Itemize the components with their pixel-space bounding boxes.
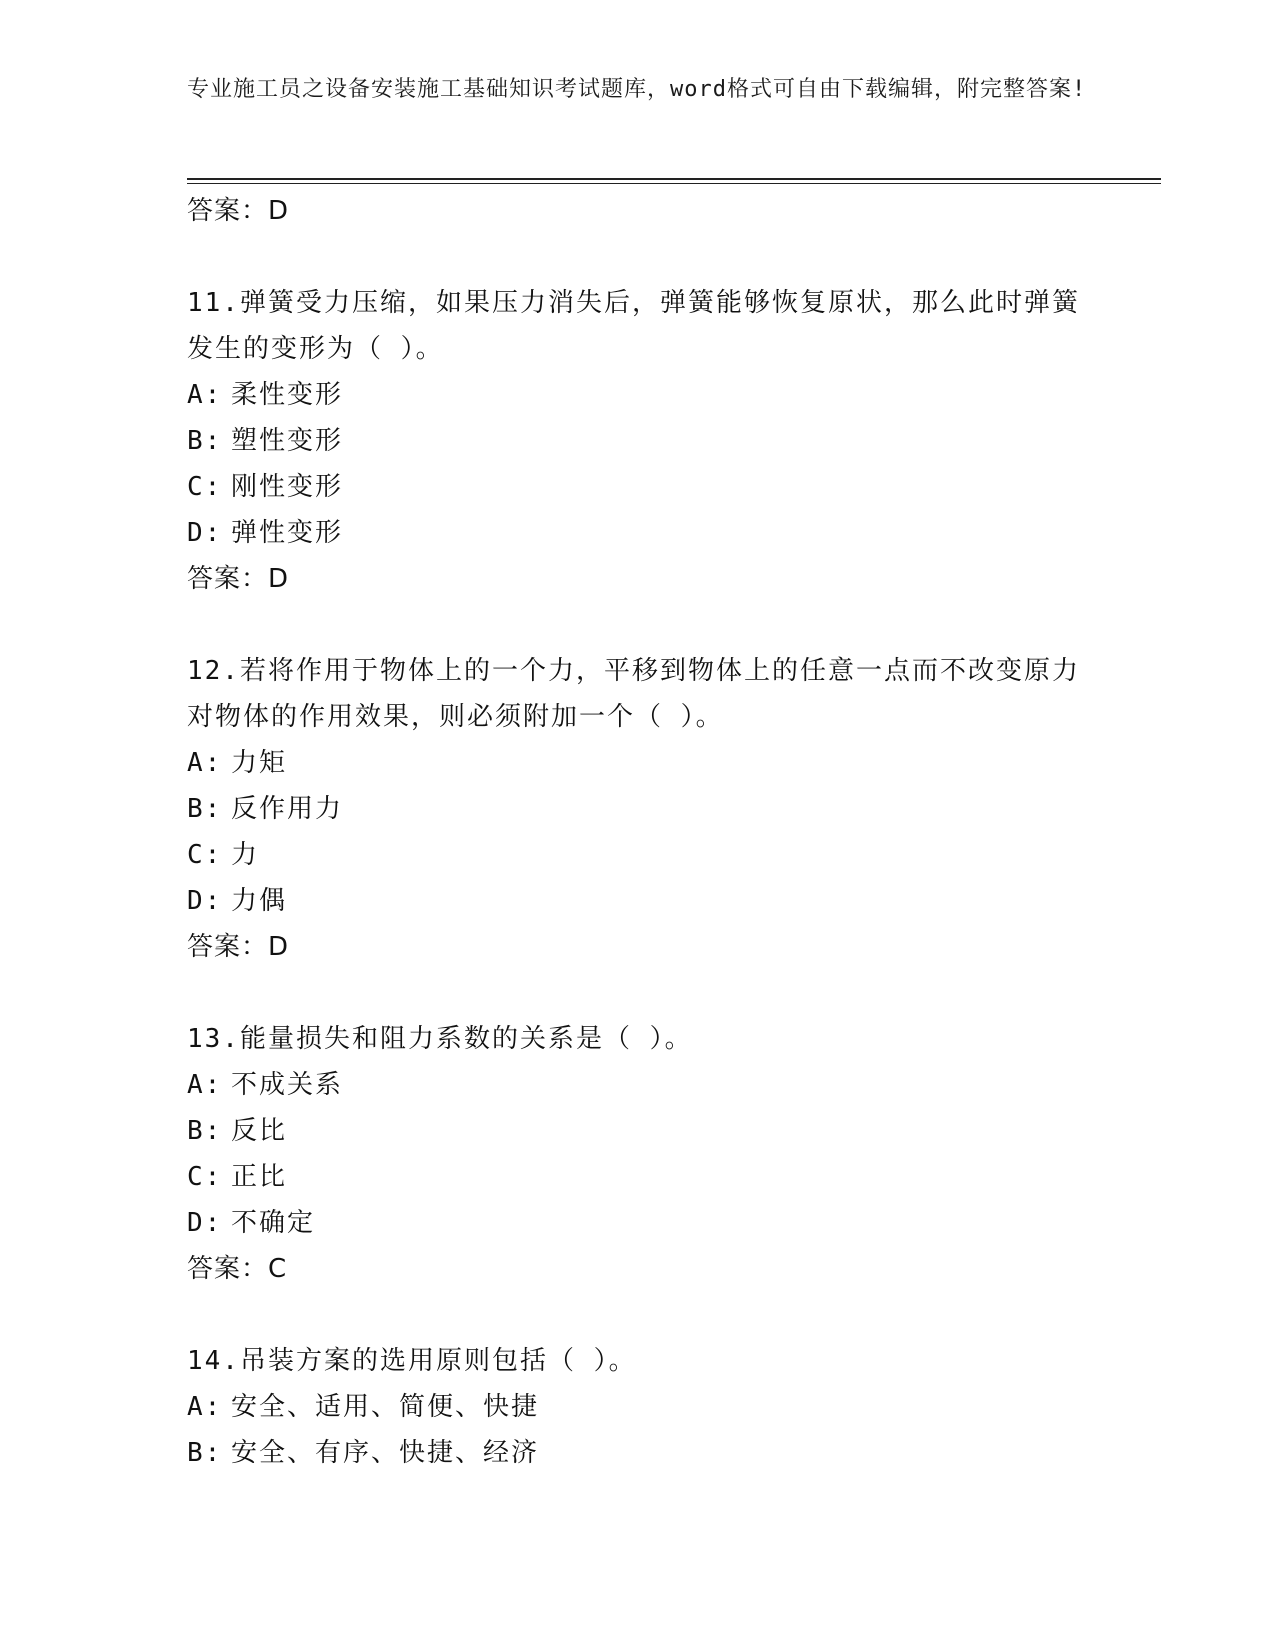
option-b <box>187 1108 1087 1154</box>
option-letter: A: <box>187 1392 223 1422</box>
answer-line: 答案：C <box>187 1254 288 1284</box>
option-text: 安全、有序、快捷、经济 <box>231 1438 540 1468</box>
option-c <box>187 1154 1087 1200</box>
option-letter: B: <box>187 794 223 824</box>
option-text: 力 <box>231 840 260 870</box>
option-text: 弹性变形 <box>231 518 344 548</box>
option-d <box>187 1200 1087 1246</box>
question-list <box>187 188 1087 1522</box>
option-text: 正比 <box>231 1162 288 1192</box>
option-text: 反比 <box>231 1116 288 1146</box>
option-a <box>187 1384 1087 1430</box>
option-b <box>187 786 1087 832</box>
option-letter: C: <box>187 1162 223 1192</box>
answer-line: 答案：D <box>187 564 290 594</box>
option-text: 刚性变形 <box>231 472 344 502</box>
header-divider-thick <box>187 178 1161 180</box>
option-letter: A: <box>187 380 223 410</box>
question-stem: 12.若将作用于物体上的一个力，平移到物体上的任意一点而不改变原力对物体的作用效果，则必须附加一个（ ）。 <box>187 656 1080 732</box>
option-letter: C: <box>187 472 223 502</box>
document-header: 专业施工员之设备安装施工基础知识考试题库，word格式可自由下载编辑，附完整答案! <box>187 77 1087 102</box>
option-letter: A: <box>187 1070 223 1100</box>
option-b <box>187 418 1087 464</box>
option-text: 不确定 <box>231 1208 316 1238</box>
question-item <box>187 280 1087 602</box>
question-stem: 11.弹簧受力压缩，如果压力消失后，弹簧能够恢复原状，那么此时弹簧发生的变形为（ ）。 <box>187 288 1080 364</box>
option-d <box>187 878 1087 924</box>
option-text: 不成关系 <box>231 1070 344 1100</box>
option-a <box>187 1062 1087 1108</box>
option-c <box>187 464 1087 510</box>
question-item <box>187 1016 1087 1292</box>
option-text: 柔性变形 <box>231 380 344 410</box>
question-item <box>187 1338 1087 1476</box>
answer-line: 答案：D <box>187 932 290 962</box>
option-letter: D: <box>187 518 223 548</box>
option-c <box>187 832 1087 878</box>
option-text: 力偶 <box>231 886 288 916</box>
question-stem: 14.吊装方案的选用原则包括（ ）。 <box>187 1346 637 1376</box>
option-text: 力矩 <box>231 748 288 778</box>
option-text: 安全、适用、简便、快捷 <box>231 1392 540 1422</box>
option-text: 塑性变形 <box>231 426 344 456</box>
option-a <box>187 740 1087 786</box>
answer-line: 答案：D <box>187 196 290 226</box>
question-item <box>187 648 1087 970</box>
option-letter: D: <box>187 1208 223 1238</box>
option-letter: D: <box>187 886 223 916</box>
option-letter: C: <box>187 840 223 870</box>
question-stem: 13.能量损失和阻力系数的关系是（ ）。 <box>187 1024 693 1054</box>
option-letter: B: <box>187 1438 223 1468</box>
option-letter: B: <box>187 426 223 456</box>
option-a <box>187 372 1087 418</box>
header-divider-thin <box>187 183 1161 184</box>
option-text: 反作用力 <box>231 794 344 824</box>
option-letter: A: <box>187 748 223 778</box>
option-b <box>187 1430 1087 1476</box>
option-letter: B: <box>187 1116 223 1146</box>
option-d <box>187 510 1087 556</box>
